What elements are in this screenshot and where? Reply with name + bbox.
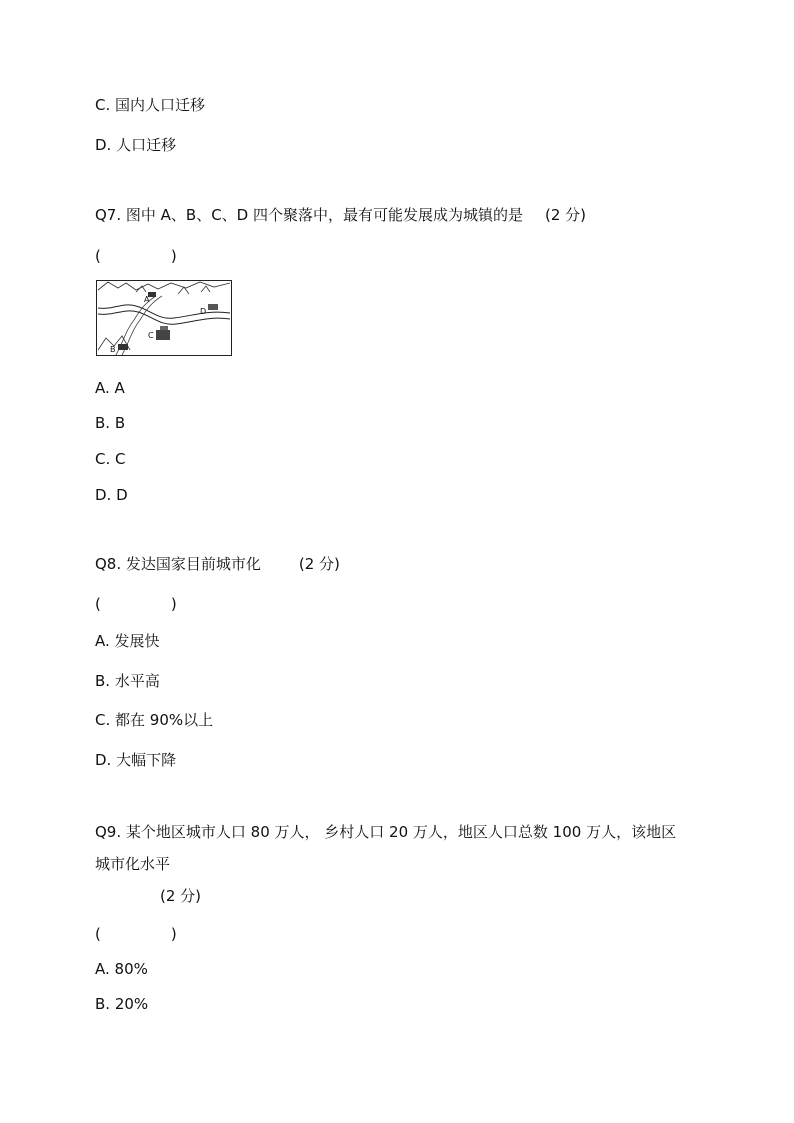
q8-answer-blank [95, 594, 177, 614]
q7-option-c: C. C [95, 450, 126, 468]
settlement-map-drawing [96, 280, 232, 356]
q9-score: (2 分) [160, 887, 202, 905]
q9-stem-line1: Q9. 某个地区城市人口 80 万人， 乡村人口 20 万人，地区人口总数 100 万人，该地区 [95, 823, 677, 841]
map-label-c: C [148, 331, 154, 340]
q8-option-b: B. 水平高 [95, 672, 160, 690]
q7-question [95, 205, 586, 225]
q7-stem: Q7. 图中 A、B、C、D 四个聚落中，最有可能发展成为城镇的是 [95, 206, 524, 224]
q9-paren-close: ) [170, 925, 177, 943]
q9-option-a: A. 80% [95, 960, 148, 978]
q7-paren-close: ) [170, 247, 177, 265]
q9-option-b: B. 20% [95, 995, 149, 1013]
map-label-b: D [200, 307, 207, 316]
map-label-a: A [144, 295, 150, 304]
q8-stem: Q8. 发达国家目前城市化 [95, 555, 261, 573]
q8-paren-close: ) [170, 595, 177, 613]
q8-option-c: C. 都在 90%以上 [95, 711, 214, 729]
q6-option-d: D. 人口迁移 [95, 136, 177, 154]
q8-score: (2 分) [298, 555, 340, 573]
q8-option-d: D. 大幅下降 [95, 751, 177, 769]
q8-question [95, 554, 340, 574]
q7-paren-open: ( [95, 247, 101, 265]
q9-paren-open: ( [95, 925, 101, 943]
q7-score: (2 分) [545, 206, 587, 224]
q9-answer-blank [95, 924, 177, 944]
settlement-map-figure [96, 280, 232, 356]
q8-option-a: A. 发展快 [95, 632, 160, 650]
q7-option-b: B. B [95, 414, 126, 432]
q8-paren-open: ( [95, 595, 101, 613]
map-label-d: B [110, 345, 116, 354]
q6-option-c: C. 国内人口迁移 [95, 96, 206, 114]
q7-answer-blank [95, 246, 177, 266]
q7-option-d: D. D [95, 486, 128, 504]
q7-option-a: A. A [95, 379, 125, 397]
q9-stem-line2: 城市化水平 [95, 855, 171, 873]
